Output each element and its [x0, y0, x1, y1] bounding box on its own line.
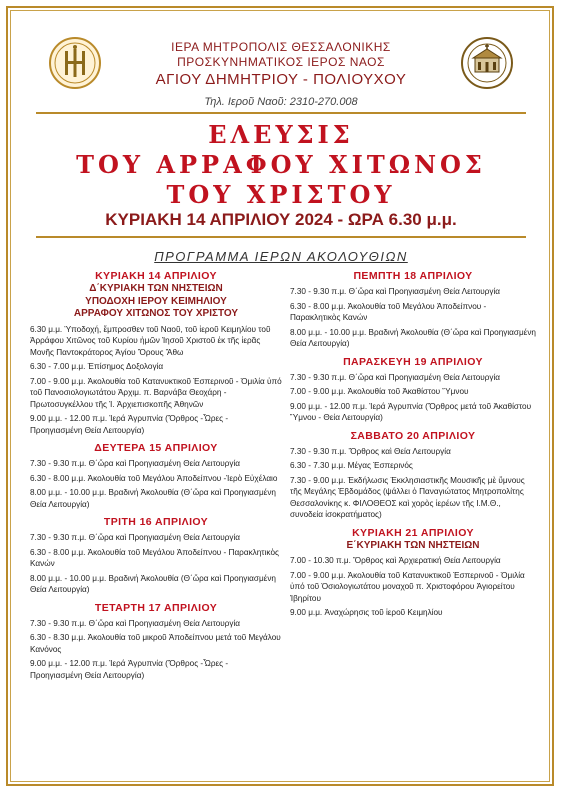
day-title: ΤΕΤΑΡΤΗ 17 ΑΠΡΙΛΙΟΥ — [94, 601, 218, 614]
service-item: 7.30 - 9.30 π.μ. Θ΄ὥρα καὶ Προηγιασμένη Θεία Λειτουργία — [30, 533, 241, 542]
service-item: 7.30 - 9.00 μ.μ. Ἐκδήλωσις Ἐκκλησιαστικῆς Μουσικῆς μὲ ὕμνους τῆς Μεγάλης Ἑβδομάδος (ψάλλει ὁ Παναγιώτατος Μητροπολίτης Θεσσαλονίκης κ. ΦΙΛΟΘΕΟΣ καὶ χορὸς ἱερέων τῆς Ι.Μ.Θ., συνοδεία ἰσοκρατήματος) — [290, 475, 525, 519]
service-item: 6.30 - 8.00 μ.μ. Ἀκολουθία τοῦ Μεγάλου Ἀποδείπνου -Ἱερὸ Εὐχέλαιο — [30, 473, 278, 483]
day-title: ΣΑΒΒΑΤΟ 20 ΑΠΡΙΛΙΟΥ — [350, 429, 476, 442]
service-item: 6.30 - 7.00 μ.μ. Ἐπίσημος Δοξολογία — [30, 362, 164, 371]
day-subtitle: ΑΡΡΑΦΟΥ ΧΙΤΩΝΟΣ ΤΟΥ ΧΡΙΣΤΟΥ — [73, 308, 239, 319]
service-item: 6.30 - 8.00 μ.μ. Ἀκολουθία τοῦ Μεγάλου Ἀποδείπνου - Παρακλητικὸς Κανών — [30, 547, 279, 568]
event-date: ΚΥΡΙΑΚΗ 14 ΑΠΡΙΛΙΟΥ 2024 - ΩΡΑ 6.30 μ.μ. — [105, 210, 457, 229]
metropolis-name: ΙΕΡΑ ΜΗΤΡΟΠΟΛΙΣ ΘΕΣΣΑΛΟΝΙΚΗΣ — [171, 40, 391, 54]
service-item: 8.00 μ.μ. - 10.00 μ.μ. Βραδινή Ἀκολουθία (Θ΄ὥρα καὶ Προηγιασμένη Θεία Λειτουργία) — [30, 488, 276, 509]
church-name: ΑΓΙΟΥ ΔΗΜΗΤΡΙΟΥ - ΠΟΛΙΟΥΧΟΥ — [155, 71, 407, 88]
service-item: 8.00 μ.μ. - 10.00 μ.μ. Βραδινή Ἀκολουθία (Θ΄ὥρα καὶ Προηγιασμένη Θεία Λειτουργία) — [290, 327, 536, 348]
service-item: 7.30 - 9.30 π.μ. Θ΄ὥρα καὶ Προηγιασμένη Θεία Λειτουργία — [290, 372, 501, 382]
day-subtitle: Δ΄ΚΥΡΙΑΚΗ ΤΩΝ ΝΗΣΤΕΙΩΝ — [89, 283, 223, 294]
service-item: 9.00 μ.μ. - 12.00 π.μ. Ἱερά Ἀγρυπνία (Ὄρθρος -Ὧρες - Προηγιασμένη Θεία Λειτουργία) — [30, 659, 229, 680]
service-item: 6.30 - 8.00 μ.μ. Ἀκολουθία τοῦ Μεγάλου Ἀποδείπνου - Παρακλητικὸς Κανών — [290, 301, 487, 322]
service-item: 7.00 - 10.30 π.μ. Ὄρθρος καὶ Ἀρχιερατική Θεία Λειτουργία — [290, 556, 501, 565]
event-title-line2: ΤΟΥ ΑΡΡΑΦΟΥ ΧΙΤΩΝΟΣ — [76, 150, 486, 179]
service-item: 6.30 - 8.30 μ.μ. Ἀκολουθία τοῦ μικροῦ Ἀποδείπνου μετά τοῦ Μεγάλου Κανόνος — [30, 633, 281, 654]
day-title: ΔΕΥΤΕΡΑ 15 ΑΠΡΙΛΙΟΥ — [94, 442, 218, 454]
service-item: 8.00 μ.μ. - 10.00 μ.μ. Βραδινή Ἀκολουθία (Θ΄ὥρα καὶ Προηγιασμένη Θεία Λειτουργία) — [30, 573, 276, 594]
day-title: ΚΥΡΙΑΚΗ 21 ΑΠΡΙΛΙΟΥ — [352, 526, 474, 539]
program-left-column — [30, 270, 282, 681]
service-item: 7.30 - 9.30 π.μ. Θ΄ὥρα καὶ Προηγιασμένη Θεία Λειτουργία — [30, 459, 241, 468]
service-item: 7.30 - 9.30 π.μ. Θ΄ὥρα καὶ Προηγιασμένη Θεία Λειτουργία — [290, 287, 501, 296]
day-title: ΠΑΡΑΣΚΕΥΗ 19 ΑΠΡΙΛΙΟΥ — [343, 355, 483, 368]
service-item: 7.00 - 9.00 μ.μ. Ἀκολουθία τοῦ Κατανυκτικοῦ Ἑσπερινοῦ - Ὁμιλία ὑπό τοῦ Πανοσιολογιωτάτου Ἀρχιμ. π. Βαρνάβα Θεοχάρη - Πρωτοσυγκέλλου τῆς Ἱ. Ἀρχιεπισκοπῆς Ἀθηνῶν — [30, 376, 282, 409]
day-subtitle: Ε΄ΚΥΡΙΑΚΗ ΤΩΝ ΝΗΣΤΕΙΩΝ — [346, 539, 480, 551]
program-right-column — [290, 270, 536, 619]
church-phone: Τηλ. Ιεροῦ Ναοῦ: 2310-270.008 — [204, 96, 358, 108]
event-title-line3: ΤΟΥ ΧΡΙΣΤΟΥ — [166, 180, 396, 209]
service-item: 7.30 - 9.30 π.μ. Θ΄ὥρα καὶ Προηγιασμένη Θεία Λειτουργία — [30, 618, 241, 628]
event-title-line1: ΕΛΕΥΣΙΣ — [208, 120, 354, 149]
day-title: ΠΕΜΠΤΗ 18 ΑΠΡΙΛΙΟΥ — [353, 270, 473, 282]
service-item: 7.30 - 9.30 π.μ. Ὄρθρος καὶ Θεία Λειτουργία — [290, 446, 451, 456]
day-title: ΤΡΙΤΗ 16 ΑΠΡΙΛΙΟΥ — [103, 516, 209, 528]
church-type: ΠΡΟΣΚΥΝΗΜΑΤΙΚΟΣ ΙΕΡΟΣ ΝΑΟΣ — [177, 55, 385, 69]
day-title: ΚΥΡΙΑΚΗ 14 ΑΠΡΙΛΙΟΥ — [95, 270, 217, 282]
service-item: 9.00 μ.μ. - 12.00 π.μ. Ἱερά Ἀγρυπνία (Ὄρθρος -Ὧρες - Προηγιασμένη Θεία Λειτουργία) — [30, 414, 229, 435]
service-item: 6.30 μ.μ. Ὑποδοχή, ἔμπροσθεν τοῦ Ναοῦ, τοῦ ἱεροῦ Κειμηλίου τοῦ Ἀρράφου Χιτῶνος τοῦ Κυρίου ἡμῶν Ἰησοῦ Χριστοῦ ἐκ τῆς ἱερᾶς Μονῆς Παντοκράτορος Ἁγίου Ὄρους Ἄθω — [30, 324, 271, 357]
service-item: 6.30 - 7.30 μ.μ. Μέγας Ἑσπερινός — [290, 461, 413, 470]
service-item: 9.00 μ.μ. Ἀναχώρησις τοῦ ἱεροῦ Κειμηλίου — [290, 608, 443, 617]
service-item: 7.00 - 9.00 μ.μ. Ἀκολουθία τοῦ Κατανυκτικοῦ Ἑσπερινοῦ - Ὁμιλία ὑπό τοῦ Ὁσιολογιωτάτου μοναχοῦ π. Χριστοφόρου Ἁγιορείτου Ἰβηρίτου — [290, 570, 525, 603]
day-subtitle: ΥΠΟΔΟΧΗ ΙΕΡΟΥ ΚΕΙΜΗΛΙΟΥ — [85, 295, 227, 307]
program-title: ΠΡΟΓΡΑΜΜΑ ΙΕΡΩΝ ΑΚΟΛΟΥΘΙΩΝ — [154, 249, 408, 264]
service-item: 9.00 μ.μ. - 12.00 π.μ. Ἱερά Ἀγρυπνία (Ὄρθρος μετά τοῦ Ἀκαθίστου Ὕμνου - Θεία Λειτουργία) — [290, 401, 532, 422]
service-item: 7.00 - 9.00 μ.μ. Ἀκολουθία τοῦ Ἀκαθίστου Ὕμνου — [290, 387, 469, 396]
